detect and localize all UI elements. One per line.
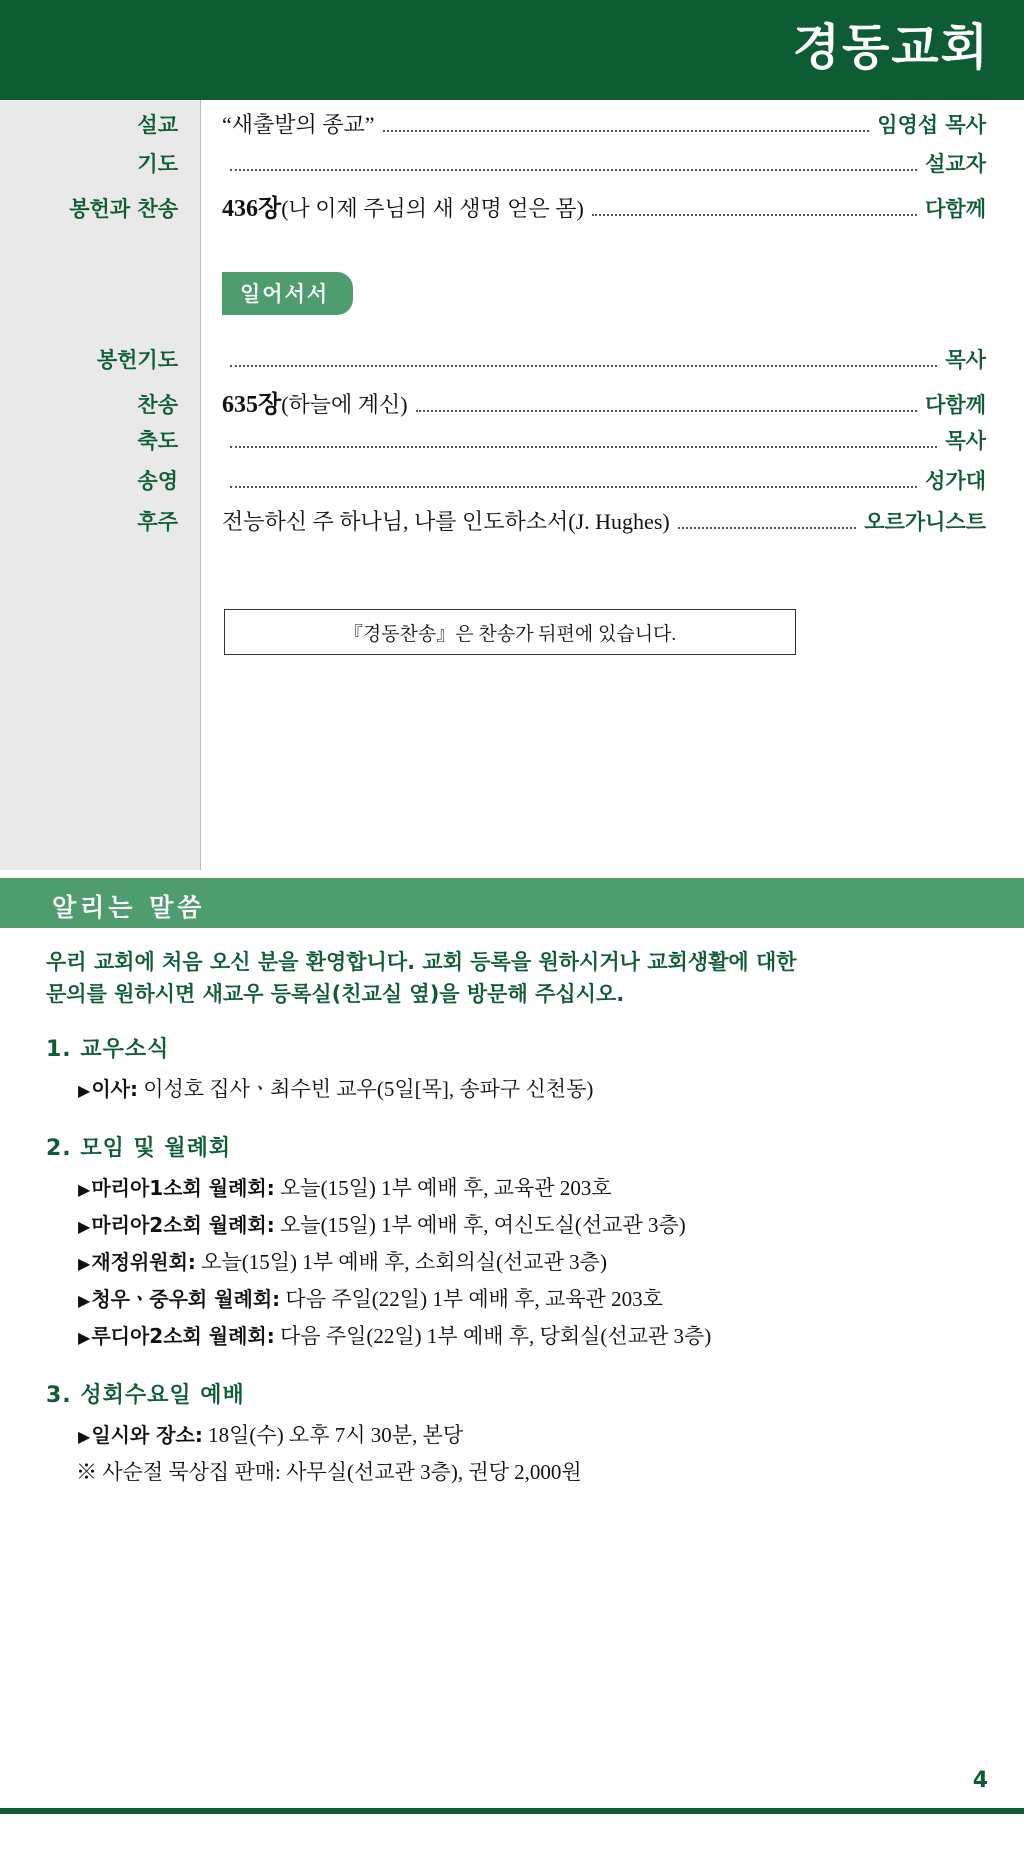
bullet-triangle-icon: ▶ [78,1256,91,1273]
notice-section [46,1032,986,1109]
notice-item-key: 재정위원회: [91,1250,196,1274]
notice-item-value: 18일(수) 오후 7시 30분, 본당 [208,1423,464,1447]
order-hymn-number: 635장(하늘에 계신) [222,392,408,418]
order-person: 임영섭 목사 [877,113,986,137]
order-row [0,465,1024,499]
leader-dots [230,364,937,367]
order-label: 봉헌과 찬송 [69,197,178,221]
order-of-service-part1 [0,108,1024,229]
hymnal-note-box: 『경동찬송』은 찬송가 뒤편에 있습니다. [224,609,796,655]
notice-item-key: 일시와 장소: [91,1423,203,1447]
notice-item-value: 오늘(15일) 1부 예배 후, 교육관 203호 [280,1176,612,1200]
notice-section [46,1378,986,1489]
page-number: 4 [972,1768,988,1793]
order-row [0,344,1024,378]
order-label: 후주 [137,510,178,534]
leader-dots [383,129,870,132]
notice-section-title: 3. 성회수요일 예배 [46,1383,245,1408]
order-middle [200,465,986,495]
bullet-triangle-icon: ▶ [78,1429,91,1446]
order-row [0,505,1024,539]
notice-item-value: 오늘(15일) 1부 예배 후, 소회의실(선교관 3층) [201,1250,607,1274]
order-title: “새출발의 종교” [222,112,375,137]
leader-dots [592,213,917,216]
footer-rule [0,1808,1024,1814]
order-person: 성가대 [925,469,986,493]
notice-item [46,1245,986,1282]
order-person: 다함께 [925,197,986,221]
notice-section [46,1131,986,1356]
notice-item-key: 마리아2소회 월례회: [91,1213,275,1237]
order-row [0,188,1024,223]
bullet-triangle-icon: ▶ [78,1219,91,1236]
notice-item [46,1418,986,1455]
leader-dots [230,485,917,488]
notice-item [46,1171,986,1208]
welcome-line-1: 우리 교회에 처음 오신 분을 환영합니다. 교회 등록을 원하시거나 교회생활에 대한 [46,950,797,974]
order-middle [200,425,986,455]
notice-item [46,1282,986,1319]
order-middle [200,108,986,139]
welcome-line-2: 문의를 원하시면 새교우 등록실(친교실 옆)을 방문해 주십시오. [46,982,625,1006]
notice-item-key: 마리아1소회 월례회: [91,1176,275,1200]
order-row [0,108,1024,142]
welcome-message [46,946,986,1010]
notices-title: 알리는 말씀 [52,893,206,922]
notice-item-key: 청우ㆍ중우회 월례회: [91,1287,281,1311]
notice-item [46,1319,986,1356]
order-row [0,148,1024,182]
order-middle [200,505,986,536]
order-row [0,384,1024,419]
bullet-triangle-icon: ▶ [78,1330,91,1347]
notice-item-key: 루디아2소회 월례회: [91,1324,275,1348]
leader-dots [416,409,918,412]
order-person: 목사 [945,429,986,453]
bullet-triangle-icon: ▶ [78,1083,91,1100]
notice-section-title: 2. 모임 및 월례회 [46,1136,232,1161]
order-person: 목사 [945,348,986,372]
order-middle [200,188,986,223]
order-label: 송영 [137,469,178,493]
order-label: 찬송 [137,393,178,417]
bullet-triangle-icon: ▶ [78,1293,91,1310]
notice-item-value: 이성호 집사ㆍ최수빈 교우(5일[목], 송파구 신천동) [143,1077,594,1101]
order-person: 설교자 [925,152,986,176]
notice-item [46,1072,986,1109]
church-name-logo: 경동교회 [792,19,990,76]
order-middle [200,384,986,419]
stand-up-tag: 일어서서 [222,272,353,315]
order-person: 오르가니스트 [864,510,986,534]
order-label: 봉헌기도 [96,348,178,372]
notice-item-key: 이사: [91,1077,138,1101]
order-row [0,425,1024,459]
leader-dots [230,168,917,171]
order-middle [200,344,986,374]
stand-up-tag-wrap [222,272,353,315]
leader-dots [678,526,857,529]
notice-item-value: 다음 주일(22일) 1부 예배 후, 교육관 203호 [285,1287,663,1311]
order-label: 축도 [137,429,178,453]
notice-item-value: 오늘(15일) 1부 예배 후, 여신도실(선교관 3층) [280,1213,686,1237]
notice-item-value: 다음 주일(22일) 1부 예배 후, 당회실(선교관 3층) [280,1324,712,1348]
order-of-service-part2 [0,344,1024,545]
order-label: 기도 [137,152,178,176]
order-middle [200,148,986,178]
notice-item [46,1208,986,1245]
order-hymn-number: 436장(나 이제 주님의 새 생명 얻은 몸) [222,196,584,222]
notice-section-title: 1. 교우소식 [46,1037,170,1062]
order-title: 전능하신 주 하나님, 나를 인도하소서(J. Hughes) [222,509,670,534]
bullet-triangle-icon: ▶ [78,1182,91,1199]
notice-footnote: ※ 사순절 묵상집 판매: 사무실(선교관 3층), 권당 2,000원 [76,1460,582,1484]
order-person: 다함께 [925,393,986,417]
notices-body [46,946,986,1511]
order-label: 설교 [137,113,178,137]
leader-dots [230,445,937,448]
